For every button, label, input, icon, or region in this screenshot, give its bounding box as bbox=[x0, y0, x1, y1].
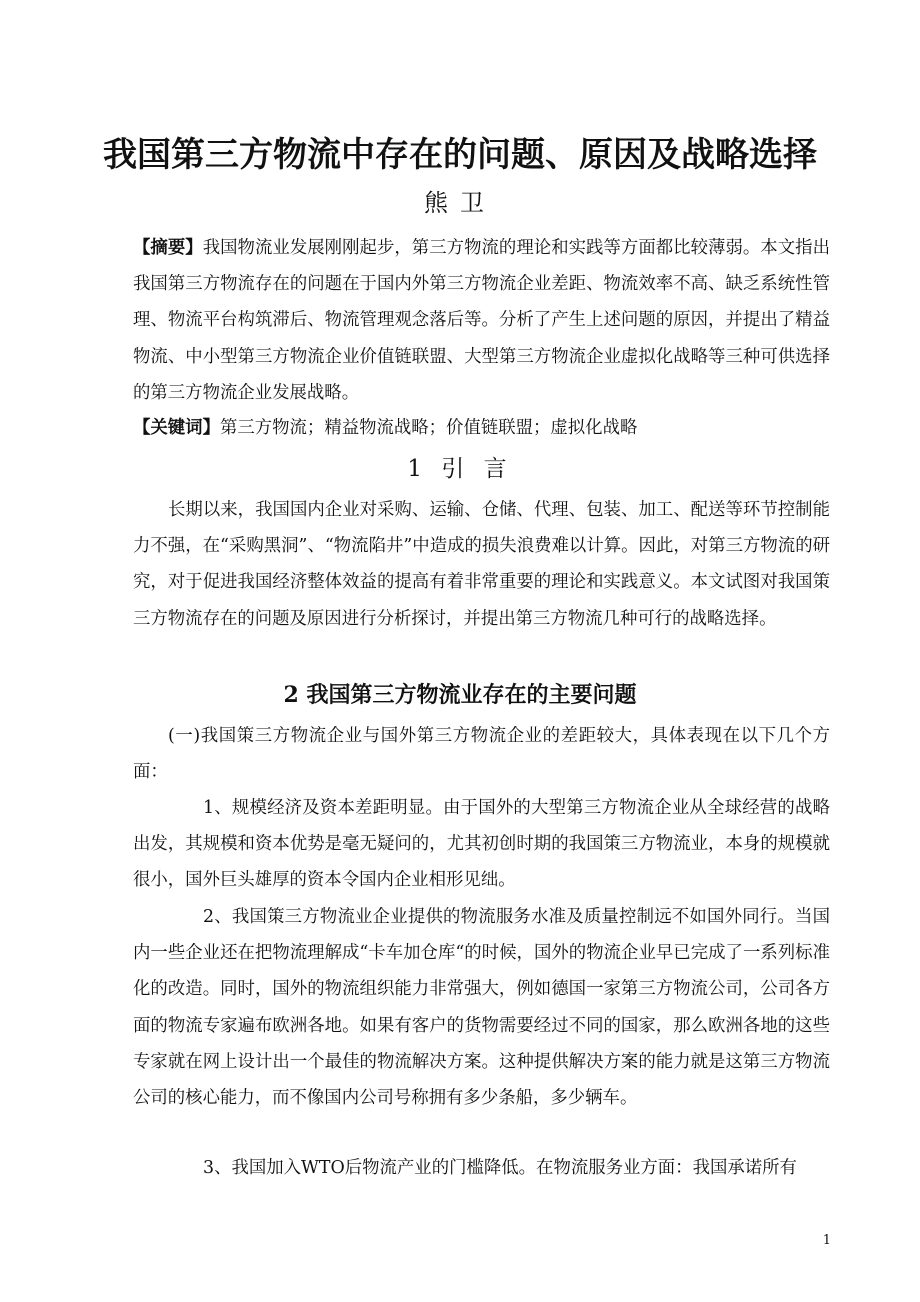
subsection-intro-paragraph: (一)我国策三方物流企业与国外第三方物流企业的差距较大，具体表现在以下几个方面： bbox=[133, 726, 830, 783]
abstract-label: 【摘要】 bbox=[133, 238, 203, 258]
section-heading-introduction: 1 引 言 bbox=[407, 456, 513, 482]
keywords-text: 第三方物流；精益物流战略；价值链联盟；虚拟化战略 bbox=[219, 418, 638, 438]
abstract bbox=[133, 230, 830, 411]
document-title: 我国第三方物流中存在的问题、原因及战略选择 bbox=[103, 135, 817, 175]
abstract-text: 我国物流业发展刚刚起步，第三方物流的理论和实践等方面都比较薄弱。本文指出我国第三方物流存在的问题在于国内外第三方物流企业差距、物流效率不高、缺乏系统性管理、物流平台构筑滞后、物流管理观念落后等。分析了产生上述问题的原因，并提出了精益物流、中小型第三方物流企业价值链联盟、大型第三方物流企业虚拟化战略等三种可供选择的第三方物流企业发展战略。 bbox=[133, 238, 830, 403]
section-heading-main-problems: 2 我国第三方物流业存在的主要问题 bbox=[283, 682, 637, 708]
paragraph-point-1: 1、规模经济及资本差距明显。由于国外的大型第三方物流企业从全球经营的战略出发，其规模和资本优势是毫无疑问的，尤其初创时期的我国策三方物流业，本身的规模就很小，国外巨头雄厚的资本令国内企业相形见绌。 bbox=[133, 798, 830, 891]
keywords-label: 【关键词】 bbox=[133, 418, 220, 438]
paragraph-point-3: 3、我国加入WTO后物流产业的门槛降低。在物流服务业方面：我国承诺所有 bbox=[203, 1158, 797, 1178]
introduction-paragraph: 长期以来，我国国内企业对采购、运输、仓储、代理、包装、加工、配送等环节控制能力不强，在“采购黑洞”、“物流陷井”中造成的损失浪费难以计算。因此，对第三方物流的研究，对于促进我国经济整体效益的提高有着非常重要的理论和实践意义。本文试图对我国策三方物流存在的问题及原因进行分析探讨，并提出第三方物流几种可行的战略选择。 bbox=[133, 500, 830, 629]
keywords bbox=[133, 410, 830, 446]
author-name: 熊卫 bbox=[424, 189, 496, 217]
paragraph-point-2: 2、我国策三方物流业企业提供的物流服务水准及质量控制远不如国外同行。当国内一些企业还在把物流理解成“卡车加仓库“的时候，国外的物流企业早已完成了一系列标准化的改造。同时，国外的物流组织能力非常强大，例如德国一家第三方物流公司，公司各方面的物流专家遍布欧洲各地。如果有客户的货物需要经过不同的国家，那么欧洲各地的这些专家就在网上设计出一个最佳的物流解决方案。这种提供解决方案的能力就是这第三方物流公司的核心能力，而不像国内公司号称拥有多少条船，多少辆车。 bbox=[133, 907, 830, 1109]
page-number: 1 bbox=[822, 1233, 831, 1248]
